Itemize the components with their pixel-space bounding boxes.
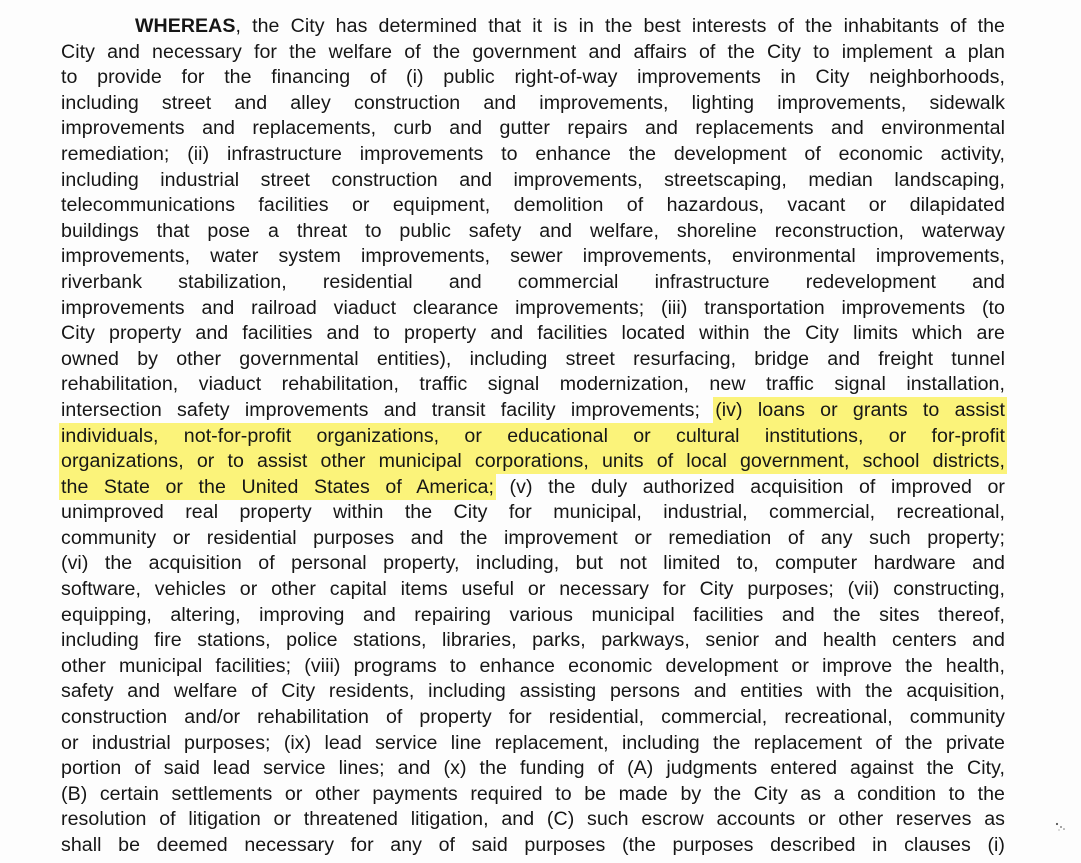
scan-speck-mark bbox=[1052, 818, 1070, 836]
text-line-32: resolution of litigation or threatened litigation, and (C) such escrow accounts or other reserves as bbox=[61, 808, 1005, 831]
text-line-16 bbox=[61, 398, 1005, 424]
text-line-1 bbox=[61, 14, 1005, 40]
highlighted-text: individuals, not-for-profit organizations, or educational or cultural institutions, or for-profit bbox=[61, 424, 1005, 447]
text-line-6: remediation; (ii) infrastructure improvements to enhance the development of economic activity, bbox=[61, 142, 1005, 165]
whereas-paragraph bbox=[61, 14, 1005, 859]
text-line-27: safety and welfare of City residents, including assisting persons and entities with the acquisition, bbox=[61, 680, 1005, 703]
text-line-5: improvements and replacements, curb and gutter repairs and replacements and environmental bbox=[61, 117, 1005, 140]
text-line-10: improvements, water system improvements, sewer improvements, environmental improvements, bbox=[61, 245, 1005, 268]
text-line-21: community or residential purposes and the improvement or remediation of any such property; bbox=[61, 526, 1005, 549]
text-line-22: (vi) the acquisition of personal property, including, but not limited to, computer hardware and bbox=[61, 552, 1005, 575]
text-line-20: unimproved real property within the City for municipal, industrial, commercial, recreational, bbox=[61, 501, 1005, 524]
text-line-28: construction and/or rehabilitation of property for residential, commercial, recreational, community bbox=[61, 706, 1005, 729]
highlighted-text: the State or the United States of America; bbox=[61, 475, 494, 498]
highlighted-text: (iv) loans or grants to assist bbox=[715, 398, 1005, 421]
text-line-12: improvements and railroad viaduct clearance improvements; (iii) transportation improvements (to bbox=[61, 296, 1005, 319]
text-line-3: to provide for the financing of (i) public right-of-way improvements in City neighborhoods, bbox=[61, 66, 1005, 89]
text-line-30: portion of said lead service lines; and (x) the funding of (A) judgments entered against the City, bbox=[61, 757, 1005, 780]
text-line-4: including street and alley construction and improvements, lighting improvements, sidewalk bbox=[61, 91, 1005, 114]
text-line-11: riverbank stabilization, residential and commercial infrastructure redevelopment and bbox=[61, 270, 1005, 293]
text-line-19-plain: (v) the duly authorized acquisition of improved or bbox=[494, 475, 1006, 498]
text-line-29: or industrial purposes; (ix) lead service line replacement, including the replacement of the private bbox=[61, 731, 1005, 754]
text-line-18 bbox=[61, 449, 1005, 475]
text-line-16-plain: intersection safety improvements and transit facility improvements; bbox=[61, 398, 716, 421]
text-line-8: telecommunications facilities or equipment, demolition of hazardous, vacant or dilapidated bbox=[61, 194, 1005, 217]
whereas-keyword: WHEREAS bbox=[135, 15, 236, 37]
text-line-7: including industrial street construction and improvements, streetscaping, median landscaping, bbox=[61, 168, 1005, 191]
text-line-14: owned by other governmental entities), including street resurfacing, bridge and freight tunnel bbox=[61, 347, 1005, 370]
text-line-2: City and necessary for the welfare of the government and affairs of the City to implement a plan bbox=[61, 40, 1005, 63]
text-line-25: including fire stations, police stations, libraries, parks, parkways, senior and health centers and bbox=[61, 629, 1005, 652]
text-line-17 bbox=[61, 424, 1005, 450]
highlighted-text: organizations, or to assist other municipal corporations, units of local government, school districts, bbox=[61, 450, 1005, 473]
text-line-33: shall be deemed necessary for any of said purposes (the purposes described in clauses (i) bbox=[61, 834, 1005, 856]
text-line-19 bbox=[61, 475, 1005, 501]
text-line-26: other municipal facilities; (viii) programs to enhance economic development or improve the health, bbox=[61, 654, 1005, 677]
text-line-13: City property and facilities and to property and facilities located within the City limits which are bbox=[61, 322, 1005, 345]
text-line-9: buildings that pose a threat to public safety and welfare, shoreline reconstruction, waterway bbox=[61, 219, 1005, 242]
text-line-24: equipping, altering, improving and repairing various municipal facilities and the sites thereof, bbox=[61, 603, 1005, 626]
text-line-15: rehabilitation, viaduct rehabilitation, traffic signal modernization, new traffic signal installation, bbox=[61, 373, 1005, 396]
text-line-31: (B) certain settlements or other payments required to be made by the City as a condition to the bbox=[61, 782, 1005, 805]
text-line-23: software, vehicles or other capital items useful or necessary for City purposes; (vii) constructing, bbox=[61, 578, 1005, 601]
text-line-1-rest: , the City has determined that it is in the best interests of the inhabitants of the bbox=[235, 15, 1005, 37]
